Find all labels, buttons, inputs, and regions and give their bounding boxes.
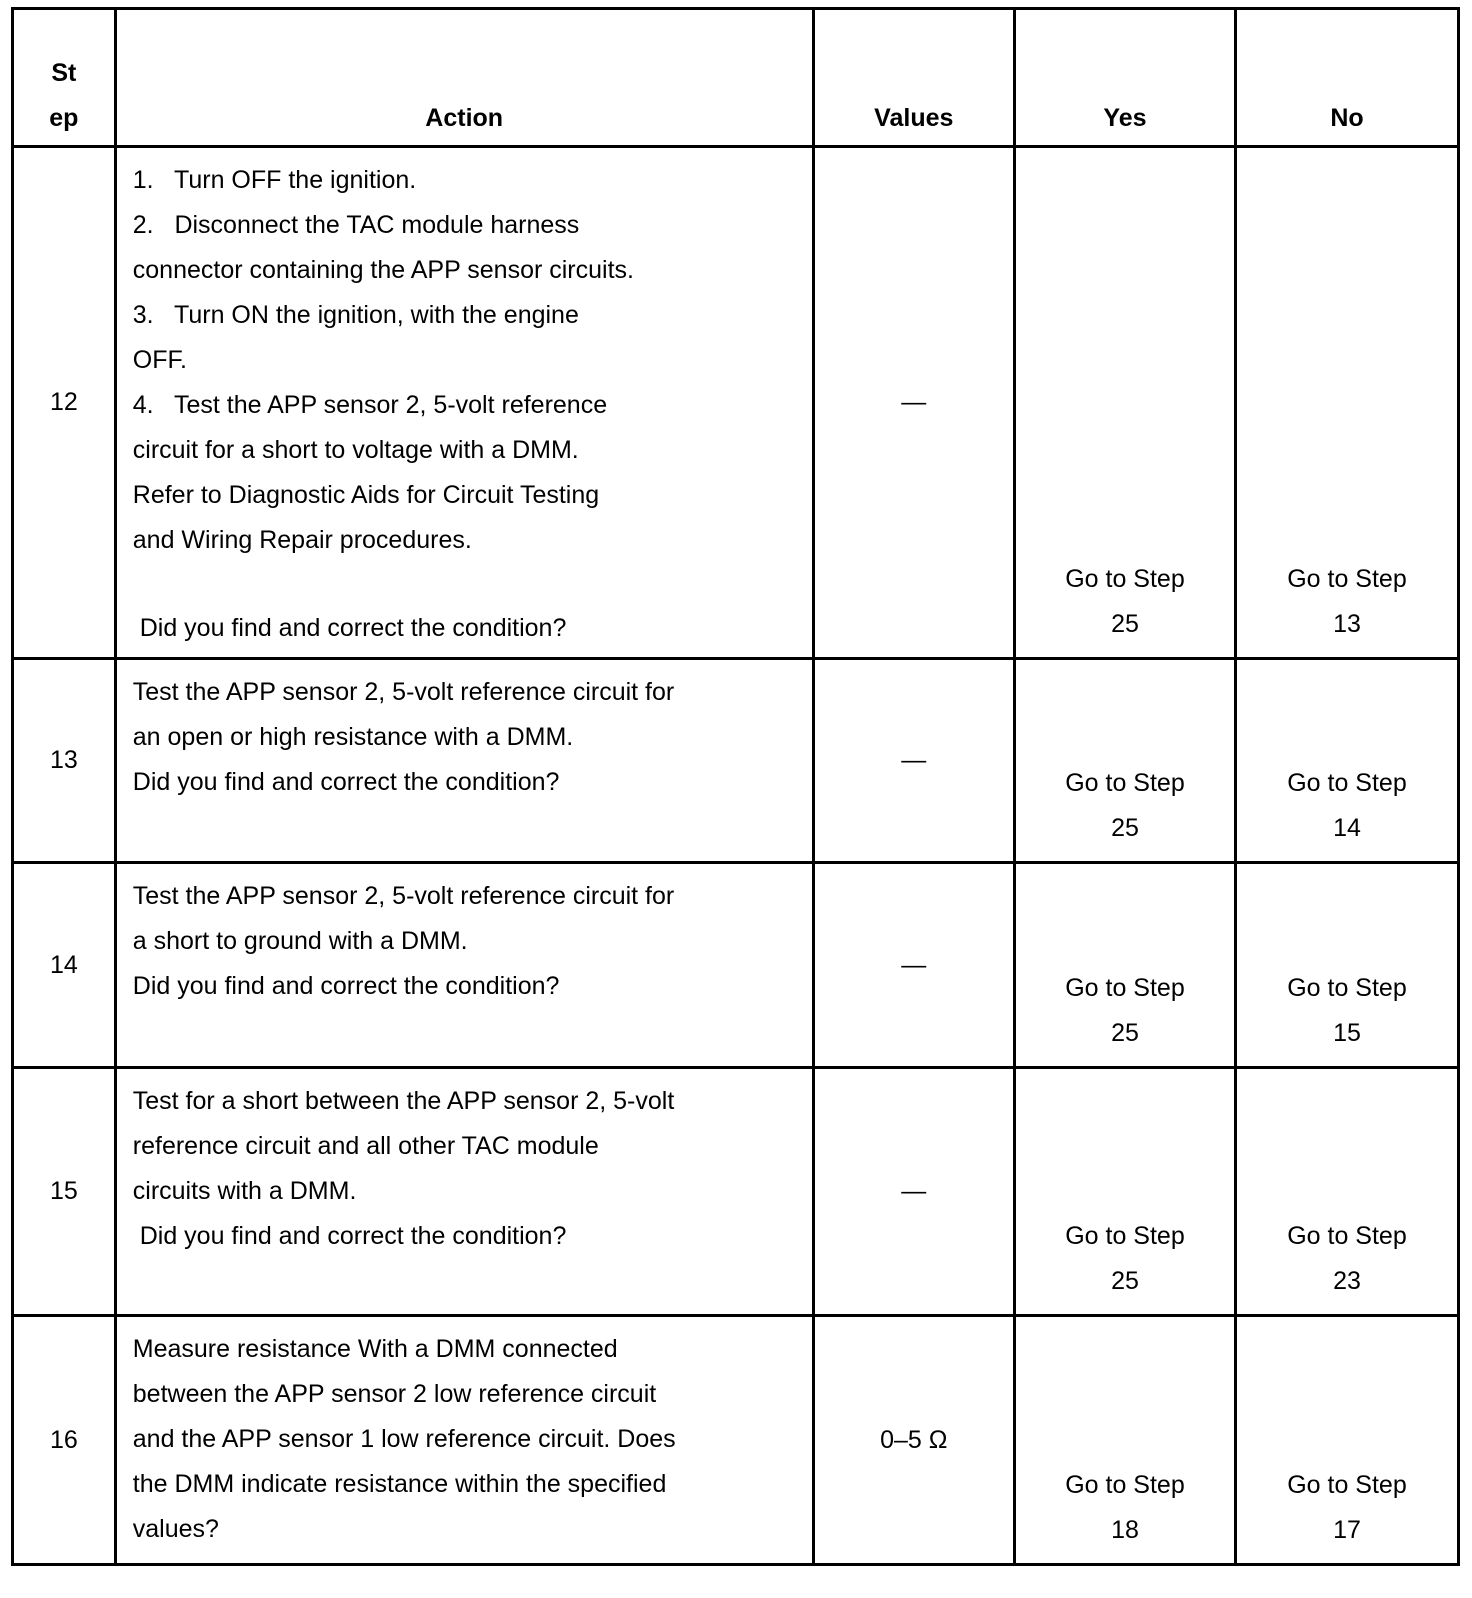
yes-header: Yes <box>1015 9 1236 147</box>
action-line: circuit for a short to voltage with a DMM. <box>132 436 579 464</box>
action-line: reference circuit and all other TAC module <box>132 1132 599 1160</box>
action-line: a short to ground with a DMM. <box>132 927 468 955</box>
action-line: the DMM indicate resistance within the specified <box>132 1470 667 1498</box>
header-row <box>13 9 1459 147</box>
action-line: Measure resistance With a DMM connected <box>132 1335 618 1363</box>
yes-goto-label: Go to Step <box>1065 565 1185 593</box>
action-cell <box>115 659 813 863</box>
no-goto-step: 14 <box>1333 814 1361 842</box>
table-row <box>13 147 1459 659</box>
no-goto-label: Go to Step <box>1287 974 1407 1002</box>
action-line: Test the APP sensor 2, 5-volt reference circuit for <box>132 678 675 706</box>
action-line: values? <box>132 1515 219 1543</box>
value-cell: — <box>813 659 1014 863</box>
no-goto-step: 15 <box>1333 1019 1361 1047</box>
step-header-line1: St <box>51 59 77 87</box>
action-cell <box>115 1068 813 1316</box>
step-number: 16 <box>13 1316 116 1565</box>
yes-goto-label: Go to Step <box>1065 1471 1185 1499</box>
action-line: Did you find and correct the condition? <box>132 972 560 1000</box>
values-header: Values <box>813 9 1014 147</box>
yes-goto-step: 25 <box>1111 1019 1139 1047</box>
value-cell: — <box>813 147 1014 659</box>
no-goto-label: Go to Step <box>1287 565 1407 593</box>
no-header: No <box>1235 9 1458 147</box>
step-number: 14 <box>13 863 116 1068</box>
yes-cell <box>1015 1068 1236 1316</box>
value-cell: — <box>813 1068 1014 1316</box>
step-number: 15 <box>13 1068 116 1316</box>
yes-goto-step: 18 <box>1111 1516 1139 1544</box>
no-cell <box>1235 1068 1458 1316</box>
diagnostic-table <box>11 7 1460 1566</box>
yes-cell <box>1015 1316 1236 1565</box>
no-cell <box>1235 863 1458 1068</box>
action-line: connector containing the APP sensor circuits. <box>132 256 634 284</box>
yes-goto-label: Go to Step <box>1065 974 1185 1002</box>
action-line: 4. Test the APP sensor 2, 5-volt reference <box>132 391 608 419</box>
action-line: 2. Disconnect the TAC module harness <box>132 211 580 239</box>
action-line: 1. Turn OFF the ignition. <box>132 166 417 194</box>
step-header-line2: ep <box>49 104 79 132</box>
yes-goto-step: 25 <box>1111 610 1139 638</box>
no-cell <box>1235 1316 1458 1565</box>
table-row <box>13 659 1459 863</box>
action-header: Action <box>115 9 813 147</box>
yes-cell <box>1015 863 1236 1068</box>
action-line: an open or high resistance with a DMM. <box>132 723 574 751</box>
action-line: OFF. <box>132 346 187 374</box>
action-cell <box>115 863 813 1068</box>
yes-goto-step: 25 <box>1111 1267 1139 1295</box>
step-number: 13 <box>13 659 116 863</box>
table-row <box>13 1068 1459 1316</box>
action-cell <box>115 147 813 659</box>
action-line: Refer to Diagnostic Aids for Circuit Testing <box>132 481 600 509</box>
no-cell <box>1235 147 1458 659</box>
value-cell: — <box>813 863 1014 1068</box>
step-number: 12 <box>13 147 116 659</box>
action-line: Test for a short between the APP sensor 2, 5-volt <box>132 1087 675 1115</box>
no-goto-label: Go to Step <box>1287 769 1407 797</box>
value-cell: 0–5 Ω <box>813 1316 1014 1565</box>
yes-cell <box>1015 659 1236 863</box>
no-goto-step: 13 <box>1333 610 1361 638</box>
action-line: and the APP sensor 1 low reference circuit. Does <box>132 1425 676 1453</box>
action-line: 3. Turn ON the ignition, with the engine <box>132 301 579 329</box>
no-goto-label: Go to Step <box>1287 1471 1407 1499</box>
spacer <box>133 563 802 606</box>
no-goto-label: Go to Step <box>1287 1222 1407 1250</box>
yes-goto-label: Go to Step <box>1065 769 1185 797</box>
step-header <box>13 9 116 147</box>
action-line: Did you find and correct the condition? <box>132 1222 567 1250</box>
no-cell <box>1235 659 1458 863</box>
action-cell <box>115 1316 813 1565</box>
action-line: circuits with a DMM. <box>132 1177 357 1205</box>
action-line: Did you find and correct the condition? <box>132 768 560 796</box>
action-question: Did you find and correct the condition? <box>132 614 567 642</box>
action-line: Test the APP sensor 2, 5-volt reference circuit for <box>132 882 675 910</box>
table-row <box>13 1316 1459 1565</box>
action-line: between the APP sensor 2 low reference circuit <box>132 1380 657 1408</box>
no-goto-step: 23 <box>1333 1267 1361 1295</box>
table-row <box>13 863 1459 1068</box>
no-goto-step: 17 <box>1333 1516 1361 1544</box>
yes-goto-step: 25 <box>1111 814 1139 842</box>
action-line: and Wiring Repair procedures. <box>132 526 472 554</box>
yes-goto-label: Go to Step <box>1065 1222 1185 1250</box>
yes-cell <box>1015 147 1236 659</box>
